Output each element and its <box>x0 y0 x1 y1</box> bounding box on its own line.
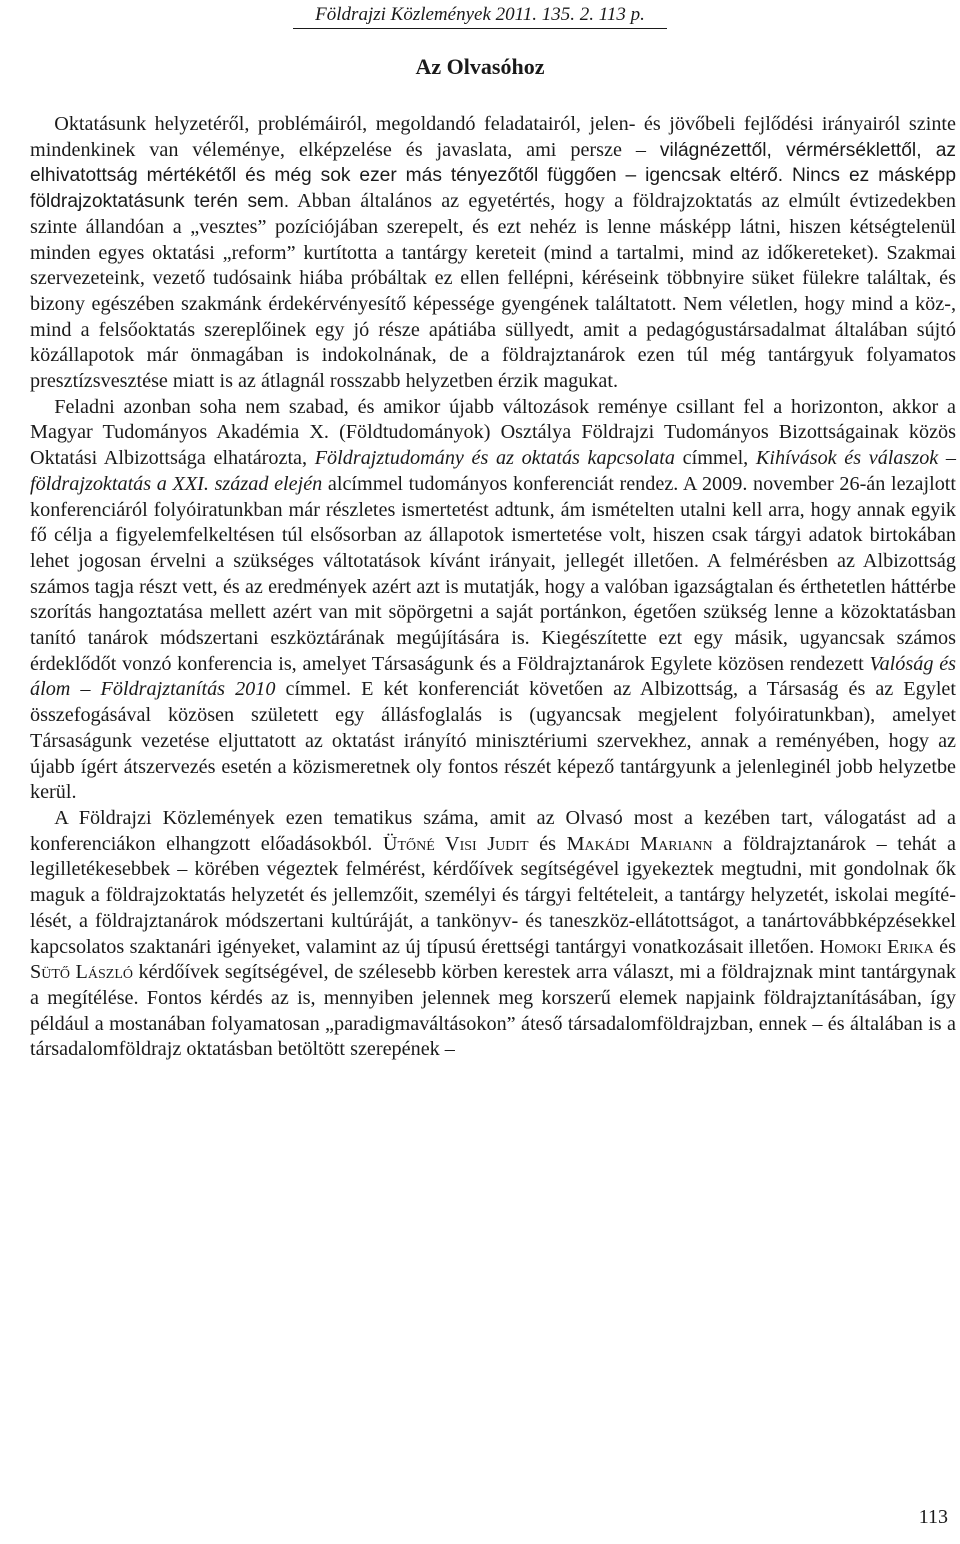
paragraph-3 <box>30 806 956 1063</box>
p2-conference-title: Földrajztudomány és az oktatás kapcsolata <box>314 447 675 470</box>
journal-citation: Földrajzi Közlemények 2011. 135. 2. 113 p. <box>293 4 667 29</box>
p2-second-conference-title: Valóság és álom – Földrajztanítás 2010 <box>30 652 957 701</box>
p1-text-a: Oktatásunk helyzetéről, problémáiról, megoldandó feladatairól, jelen- és jövőbeli fejlődési irányairól szinte mindenkinek van véleménye, elképzelése és javaslata, ami persze – <box>30 113 956 161</box>
article-body <box>30 112 956 1063</box>
paragraph-1 <box>30 112 956 395</box>
author-name-3: Homoki Erika <box>819 935 934 958</box>
author-name-2: Makádi Mariann <box>566 832 713 855</box>
p2-text-a: Feladni azonban soha nem szabad, és amikor újabb változások reménye csillant fel a horizonton, akkor a Magyar Tudományos Akadémia X. (Földtudományok) Osztálya Földrajzi Tudományos Bizottságainak közös Oktatási Albizottsága elhatározta, <box>30 395 956 470</box>
p2-text-e: alcímmel tudományos konferenciát rendez. A 2009. november 26-án lezajlott konferenciáról folyóiratunkban már részletes ismertetést adtunk, ám ismételten utalni kell arra, hogy annak egyik fő célja a figyelemfelkeltésen túl elsősorban az állapotok ismertetése volt, hiszen csak tárgyi adatok birtokában lehet jogosan érvelni a szükséges váltotatások kívánt irányait, jellegét illetően. A felmérésben az Albizottság számos tagja részt vett, és az eredmények azért azt is mutatják, hogy a valóban igazságtalan és érthetetlen háttérbe szorítás hangoztatása mellett azért van mit söpörgetni a saját portánkon, égetően szükség lenne a közoktatásban tanító tanárok módszertani eszköztárának megújítására is. Kiegészítette ezt egy másik, ugyancsak számos érdeklődőt vonzó konferencia is, amelyet Társaságunk és a Földrajztanárok Egylete közösen rendezett <box>30 472 957 675</box>
page-number: 113 <box>918 1506 948 1528</box>
p3-text-c: a földrajztanárok – tehát a legilletékesebbek – körében végeztek felmérést, kérdőívek segítségével igyekeztek megtudni, mit gondolnak ők maguk a földrajzoktatás helyzetét és jellemzőit, személyi és tárgyi feltételeit, a tantárgy helyzetét, iskolai megítélését, a földrajztanárok módszertani kultúráját, a tankönyv- és taneszköz-ellátottságot, a tanártovábbképzésekkel kapcsolatos szaktanári igényeket, valamint az új típusú érettségi tantárgyi vonatkozásait illetően. <box>30 832 956 958</box>
article-title: Az Olvasóhoz <box>415 54 545 79</box>
p3-text-a: A Földrajzi Közlemények ezen tematikus száma, amit az Olvasó most a kezében tart, válogatást ad a konferenciákon elhangzott előadásokból. <box>30 806 956 855</box>
paragraph-2 <box>30 395 956 806</box>
p1-text-c: Abban általános az egyetértés, hogy a földrajzoktatás az elmúlt évtizedekben szinte állandóan a „vesztes” pozíciójában szerepelt, és ezt nehéz is lenne másképp látni, hiszen kétségtelenül minden egyes oktatási „reform” kurtította a tantárgy kereteit (mind a tartalmi, mind az időkereteket). Szakmai szervezeteink, vezető tudósaink hiába próbáltak ez ellen fellépni, kéréseink többnyire süket fülekre találtak, és bizony egészében szakmánk érdekérvényesítő képessége gyengének találtatott. Nem véletlen, hogy mind a köz-, mind a felsőoktatás szereplőinek egy jó része apátiába süllyedt, amit a pedagógustársadalmat általában sújtó közállapotok már önmagában is indokolnának, de a földrajztanárok ezen túl még tantárgyuk folyamatos presztízsvesztése miatt is az átlagnál rosszabb helyzetben érzik magukat. <box>30 190 956 393</box>
p3-text-d: és <box>933 935 956 958</box>
p2-text-g: címmel. E két konferenciát követően az Albizottság, a Társaság és az Egylet összefogásával közösen született egy állásfoglalás is (ugyancsak megjelent folyóiratunkban), amelyet Társaságunk vezetése eljuttatott az oktatást irányító minisztériumi szervekhez, annak a reményében, hogy az újabb ígért átszervezés esetén a közismeretnek oly fontos részét képező tantárgyunk a jelenleginél jobb helyzetbe kerül. <box>30 678 956 804</box>
p3-text-e: kérdőívek segítségével, de szélesebb körben kerestek arra választ, mi a földrajznak mint tantárgynak a megítélése. Fontos kérdés az is, mennyiben jelennek meg korszerű elemek napjaink földrajztanításában, így például a mostanában folyamatosan „paradigmaváltásokon” áteső társadalomföldrajzban, ennek – és általában is a társadalomföldrajz oktatásban betöltött szerepének – <box>30 961 956 1061</box>
running-header <box>0 4 960 29</box>
p2-conference-subtitle: Kihívások és válaszok – földrajzoktatás a XXI. század elején <box>30 447 956 495</box>
author-name-1: Ütőné Visi Judit <box>382 832 529 855</box>
author-name-4: Sütő László <box>30 961 133 984</box>
p3-text-b: és <box>528 832 567 855</box>
p1-text-b: világnézettől, vérmérséklettől, az elhivatottság mértékétől és még sok ezer más tényezőtől függően – igencsak eltérő. Nincs ez másképp földrajzoktatásunk terén sem. <box>30 139 957 213</box>
p2-text-c: címmel, <box>675 447 756 470</box>
